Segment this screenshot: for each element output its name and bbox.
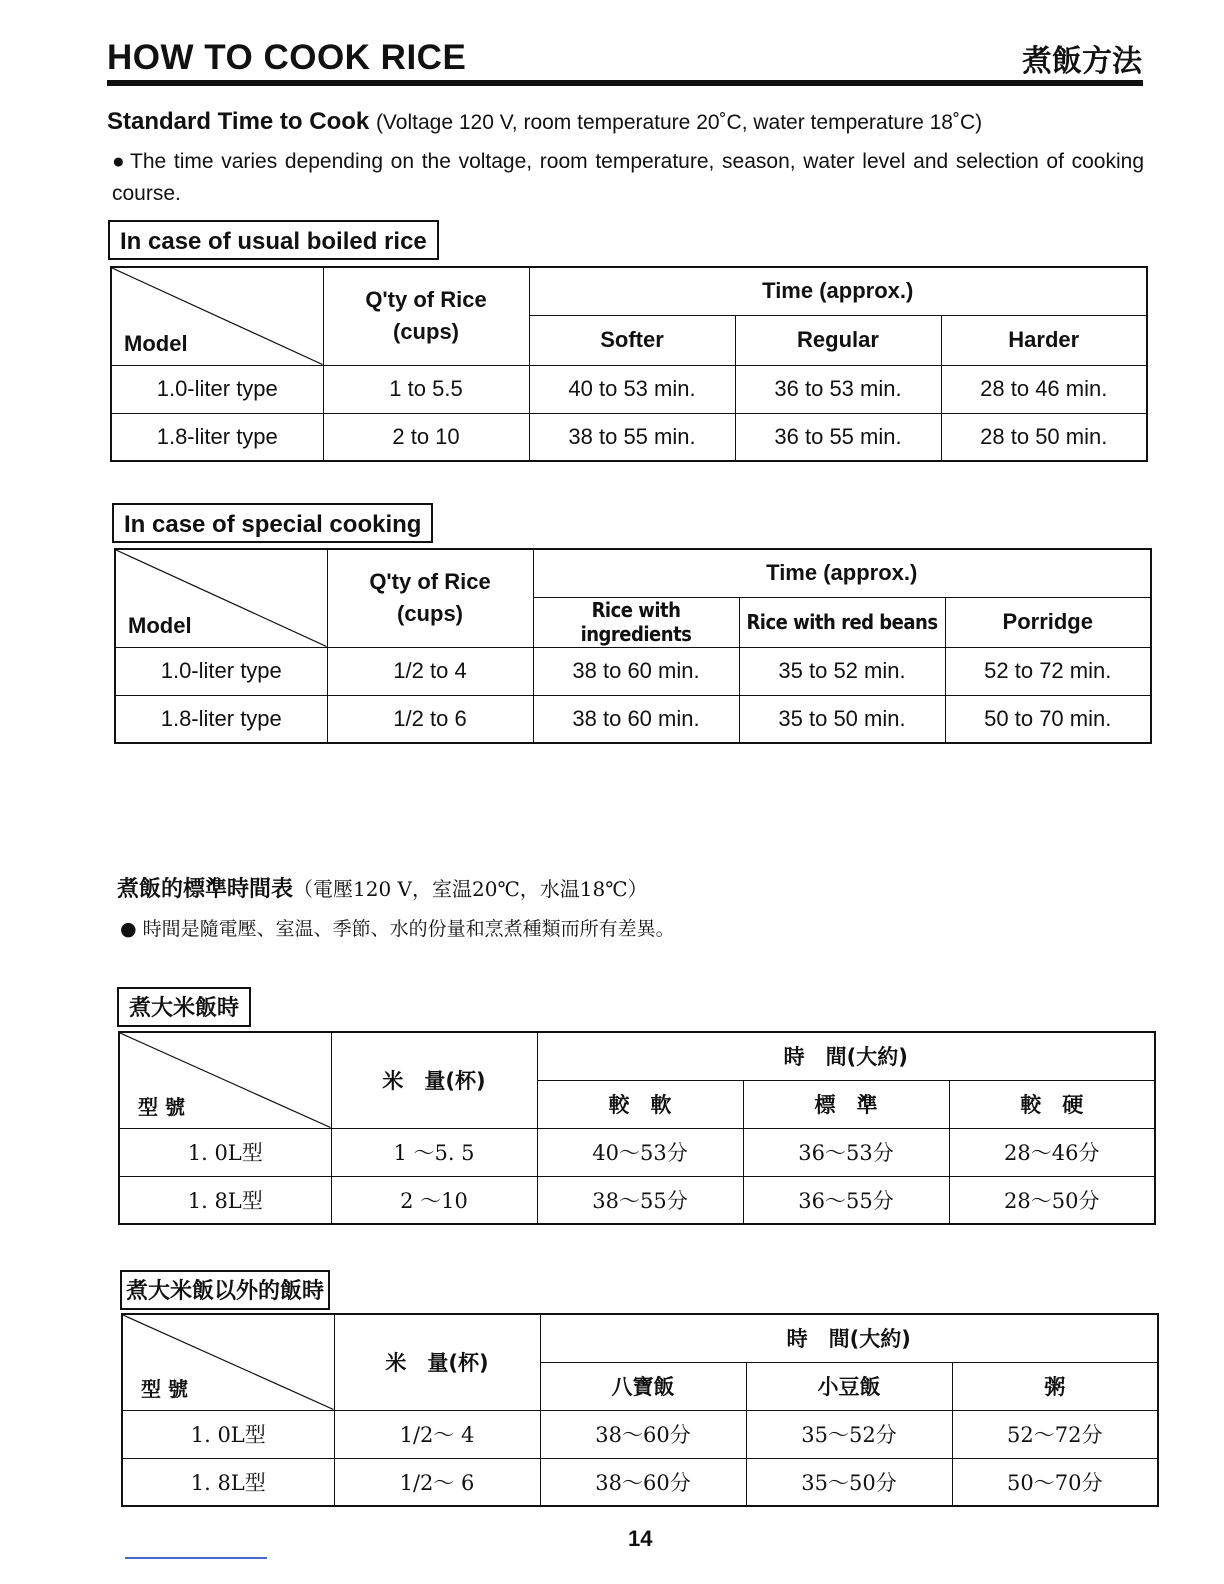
- time-cell: 38～55分: [537, 1176, 743, 1224]
- model-cell: 1. 0L型: [119, 1128, 331, 1176]
- section-label-usual: In case of usual boiled rice: [108, 220, 439, 260]
- qty-cell: 1/2～ 6: [334, 1458, 540, 1506]
- usual-rice-table-chinese: [118, 1031, 1156, 1225]
- qty-header: 米 量(杯): [334, 1314, 540, 1410]
- model-cell: 1. 0L型: [122, 1410, 334, 1458]
- time-cell: 36～53分: [743, 1128, 949, 1176]
- time-cell: 38 to 55 min.: [529, 413, 735, 461]
- model-header-cell: [122, 1314, 334, 1410]
- table-row: [122, 1410, 1158, 1458]
- time-cell: 35～50分: [746, 1458, 952, 1506]
- time-cell: 38 to 60 min.: [533, 647, 739, 695]
- qty-header: Q'ty of Rice (cups): [323, 267, 529, 365]
- table-row: [115, 647, 1151, 695]
- page-number: 14: [628, 1526, 653, 1551]
- time-cell: 35～52分: [746, 1410, 952, 1458]
- column-header: 較 軟: [537, 1080, 743, 1128]
- header-rule: [107, 80, 1143, 86]
- column-header: Rice with red beans: [739, 597, 945, 647]
- footer-rule: [125, 1557, 267, 1559]
- model-cell: 1.8-liter type: [111, 413, 323, 461]
- model-cell: 1.8-liter type: [115, 695, 327, 743]
- time-cell: 38～60分: [540, 1458, 746, 1506]
- column-header: Porridge: [945, 597, 1151, 647]
- column-header: Harder: [941, 315, 1147, 365]
- standard-conditions: (Voltage 120 V, room temperature 20˚C, water temperature 18˚C): [375, 111, 983, 134]
- table-row: [115, 695, 1151, 743]
- standard-time-heading: [107, 108, 982, 136]
- qty-header: 米 量(杯): [331, 1032, 537, 1128]
- qty-cell: 1 ～5. 5: [331, 1128, 537, 1176]
- qty-cell: 1/2～ 4: [334, 1410, 540, 1458]
- table-row: [111, 413, 1147, 461]
- time-cell: 35 to 50 min.: [739, 695, 945, 743]
- time-cell: 28 to 50 min.: [941, 413, 1147, 461]
- model-header: Model: [128, 612, 192, 638]
- time-header: 時 間(大約): [537, 1032, 1155, 1080]
- standard-conditions-chinese: （電壓120 V，室温20℃，水温18℃）: [293, 877, 648, 901]
- column-header: 粥: [952, 1362, 1158, 1410]
- usual-rice-table: [110, 266, 1148, 462]
- time-header: Time (approx.): [533, 549, 1151, 597]
- time-cell: 40 to 53 min.: [529, 365, 735, 413]
- model-cell: 1.0-liter type: [111, 365, 323, 413]
- qty-cell: 1/2 to 4: [327, 647, 533, 695]
- model-header-cell: [119, 1032, 331, 1128]
- special-cooking-table-chinese: [121, 1313, 1159, 1507]
- table-row: [122, 1458, 1158, 1506]
- model-header-cell: [115, 549, 327, 647]
- time-cell: 28 to 46 min.: [941, 365, 1147, 413]
- time-cell: 52 to 72 min.: [945, 647, 1151, 695]
- column-header: Rice with ingredients: [533, 597, 739, 647]
- model-cell: 1.0-liter type: [115, 647, 327, 695]
- time-cell: 40～53分: [537, 1128, 743, 1176]
- time-cell: 35 to 52 min.: [739, 647, 945, 695]
- section-label-usual-chinese: 煮大米飯時: [117, 987, 251, 1027]
- time-cell: 50～70分: [952, 1458, 1158, 1506]
- time-cell: 28～50分: [949, 1176, 1155, 1224]
- column-header: Regular: [735, 315, 941, 365]
- bullet-icon: ●: [120, 918, 137, 940]
- table-row: [119, 1128, 1155, 1176]
- standard-time-title: Standard Time to Cook: [107, 108, 370, 135]
- qty-header: Q'ty of Rice (cups): [327, 549, 533, 647]
- column-header: 小豆飯: [746, 1362, 952, 1410]
- qty-cell: 1 to 5.5: [323, 365, 529, 413]
- special-cooking-table: [114, 548, 1152, 744]
- time-cell: 36 to 55 min.: [735, 413, 941, 461]
- time-variation-note: [112, 146, 1144, 210]
- column-header: 八寶飯: [540, 1362, 746, 1410]
- table-row: [119, 1176, 1155, 1224]
- qty-cell: 2 ～10: [331, 1176, 537, 1224]
- time-header: Time (approx.): [529, 267, 1147, 315]
- section-label-special: In case of special cooking: [112, 503, 433, 543]
- column-header: 較 硬: [949, 1080, 1155, 1128]
- column-header: 標 準: [743, 1080, 949, 1128]
- note-text: The time varies depending on the voltage, room temperature, season, water level and selection of cooking course.: [112, 150, 1144, 205]
- time-variation-note-chinese: [120, 914, 675, 941]
- time-cell: 38 to 60 min.: [533, 695, 739, 743]
- time-header: 時 間(大約): [540, 1314, 1158, 1362]
- time-cell: 28～46分: [949, 1128, 1155, 1176]
- model-header: Model: [124, 330, 188, 356]
- note-text-chinese: 時間是隨電壓、室温、季節、水的份量和烹煮種類而所有差異。: [142, 918, 675, 940]
- time-cell: 38～60分: [540, 1410, 746, 1458]
- time-cell: 36～55分: [743, 1176, 949, 1224]
- model-header-cell: [111, 267, 323, 365]
- standard-time-title-chinese: 煮飯的標準時間表: [117, 877, 294, 902]
- page-title: HOW TO COOK RICE: [107, 38, 467, 77]
- time-cell: 52～72分: [952, 1410, 1158, 1458]
- page-title-chinese: 煮飯方法: [1022, 44, 1142, 79]
- model-cell: 1. 8L型: [119, 1176, 331, 1224]
- model-cell: 1. 8L型: [122, 1458, 334, 1506]
- table-row: [111, 365, 1147, 413]
- bullet-icon: ●: [112, 150, 125, 173]
- standard-time-heading-chinese: [117, 872, 648, 903]
- column-header: Softer: [529, 315, 735, 365]
- model-header: 型 號: [141, 1376, 188, 1401]
- time-cell: 50 to 70 min.: [945, 695, 1151, 743]
- qty-cell: 1/2 to 6: [327, 695, 533, 743]
- section-label-special-chinese: 煮大米飯以外的飯時: [120, 1270, 330, 1310]
- qty-cell: 2 to 10: [323, 413, 529, 461]
- time-cell: 36 to 53 min.: [735, 365, 941, 413]
- model-header: 型 號: [138, 1094, 185, 1119]
